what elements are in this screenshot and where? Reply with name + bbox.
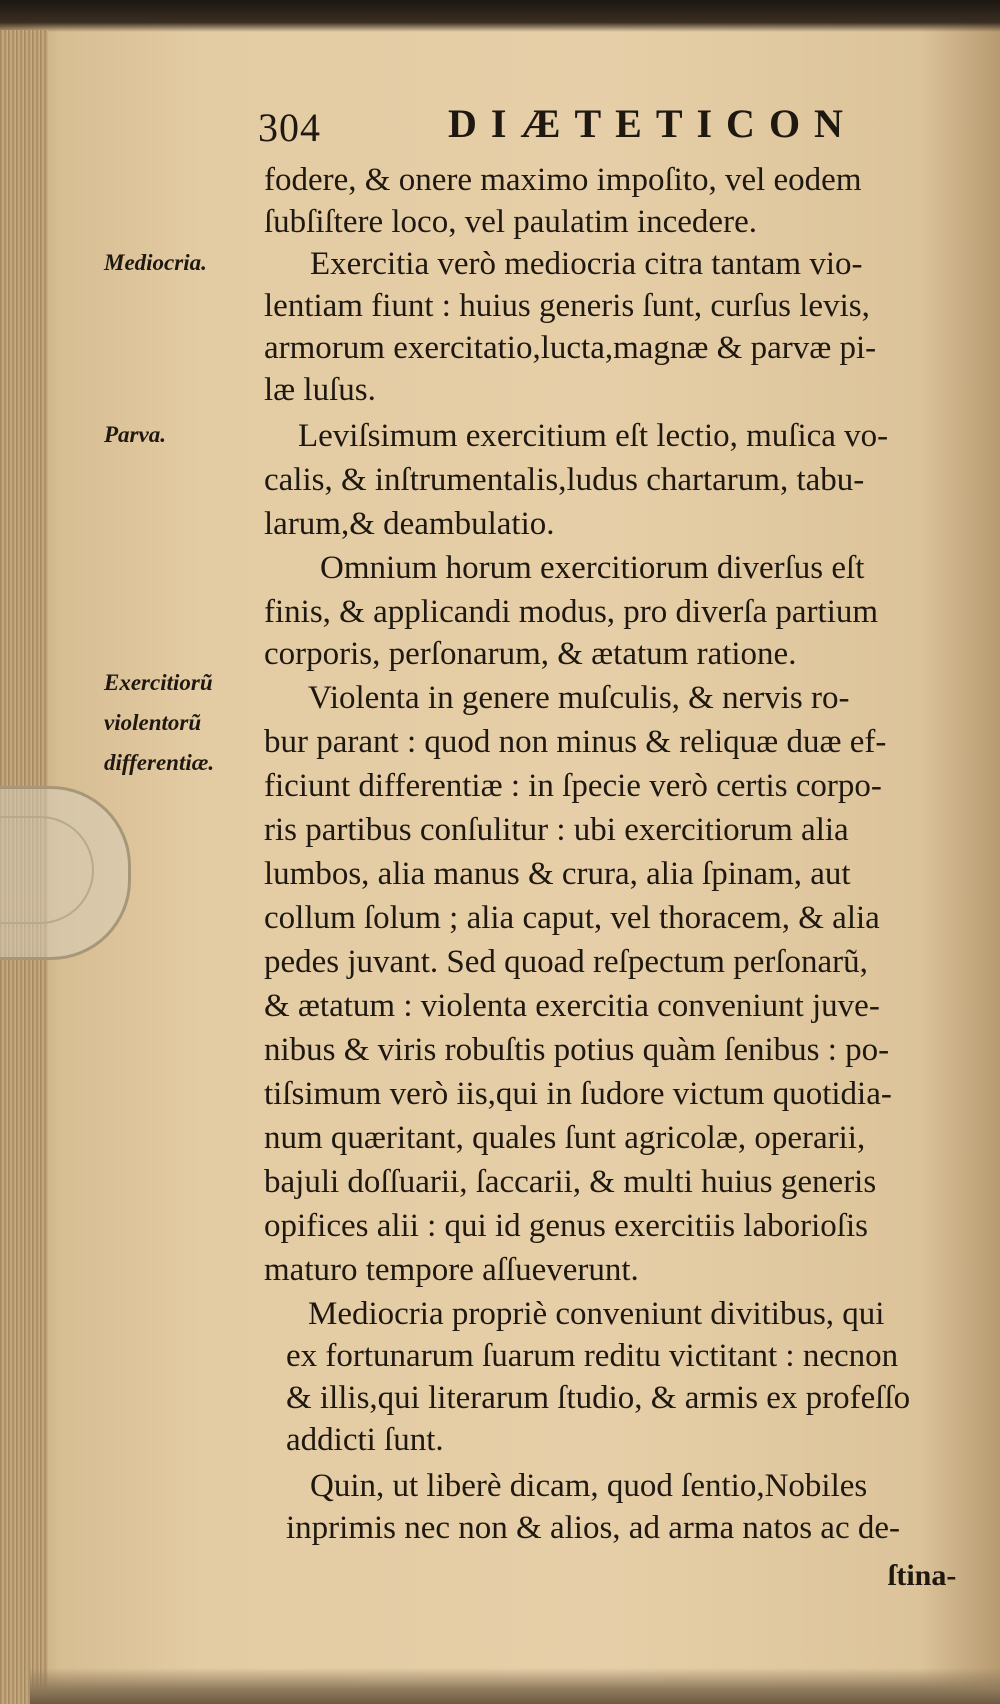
running-head: DIÆTETICON xyxy=(448,101,857,146)
text-line: num quæritant, quales ſunt agricolæ, operarii, xyxy=(264,1120,866,1156)
margin-note-parva: Parva. xyxy=(104,422,166,447)
text-line: Exercitia verò mediocria citra tantam vio- xyxy=(310,246,863,282)
text-line: finis, & applicandi modus, pro diverſa partium xyxy=(264,594,879,630)
text-line: larum,& deambulatio. xyxy=(264,506,555,542)
text-line: & ætatum : violenta exercitia conveniunt juve- xyxy=(264,988,880,1024)
margin-note-mediocria: Mediocria. xyxy=(104,250,207,275)
text-line: lumbos, alia manus & crura, alia ſpinam, aut xyxy=(264,856,851,892)
text-line: Omnium horum exercitiorum diverſus eſt xyxy=(320,550,865,586)
text-line: Leviſsimum exercitium eſt lectio, muſica vo- xyxy=(298,418,889,454)
text-line: lentiam fiunt : huius generis ſunt, curſus levis, xyxy=(264,288,870,324)
text-line: bajuli doſſuarii, ſaccarii, & multi huius generis xyxy=(264,1164,877,1200)
text-line: nibus & viris robuſtis potius quàm ſenibus : po- xyxy=(264,1032,890,1068)
text-line: ris partibus conſulitur : ubi exercitiorum alia xyxy=(264,812,849,848)
text-line: Quin, ut liberè dicam, quod ſentio,Nobiles xyxy=(310,1468,868,1504)
text-line: inprimis nec non & alios, ad arma natos ac de- xyxy=(286,1510,900,1546)
page-number: 304 xyxy=(258,105,321,150)
text-line: tiſsimum verò iis,qui in ſudore victum quotidia- xyxy=(264,1076,892,1112)
text-line: ex fortunarum ſuarum reditu victitant : necnon xyxy=(286,1338,899,1374)
text-line: fodere, & onere maximo impoſito, vel eodem xyxy=(264,162,862,198)
text-line: læ luſus. xyxy=(264,372,376,408)
margin-note-exercitiorum: Exercitiorũ xyxy=(104,670,213,695)
text-line: ſubſiſtere loco, vel paulatim incedere. xyxy=(264,204,757,240)
margin-note-violentorum: violentorũ xyxy=(104,710,202,735)
text-line: bur parant : quod non minus & reliquæ duæ ef- xyxy=(264,724,887,760)
text-line: & illis,qui literarum ſtudio, & armis ex profeſſo xyxy=(286,1380,911,1416)
text-line: pedes juvant. Sed quoad reſpectum perſonarũ, xyxy=(264,944,868,980)
top-shadow xyxy=(0,0,1000,32)
text-line: Violenta in genere muſculis, & nervis ro- xyxy=(308,680,850,716)
text-line: corporis, perſonarum, & ætatum ratione. xyxy=(264,636,797,672)
margin-note-differentiae: differentiæ. xyxy=(104,750,215,775)
bottom-edge xyxy=(30,1668,1000,1704)
text-line: Mediocria propriè conveniunt divitibus, qui xyxy=(308,1296,885,1332)
text-line: calis, & inſtrumentalis,ludus chartarum, tabu- xyxy=(264,462,865,498)
text-line: maturo tempore aſſueverunt. xyxy=(264,1252,639,1288)
text-line: opifices alii : qui id genus exercitiis laborioſis xyxy=(264,1208,868,1244)
text-line: armorum exercitatio,lucta,magnæ & parvæ pi- xyxy=(264,330,877,366)
text-line: collum ſolum ; alia caput, vel thoracem, & alia xyxy=(264,900,880,936)
text-line: addicti ſunt. xyxy=(286,1422,444,1458)
text-line: ficiunt differentiæ : in ſpecie verò certis corpo- xyxy=(264,768,882,804)
catchword: ſtina- xyxy=(888,1559,957,1592)
